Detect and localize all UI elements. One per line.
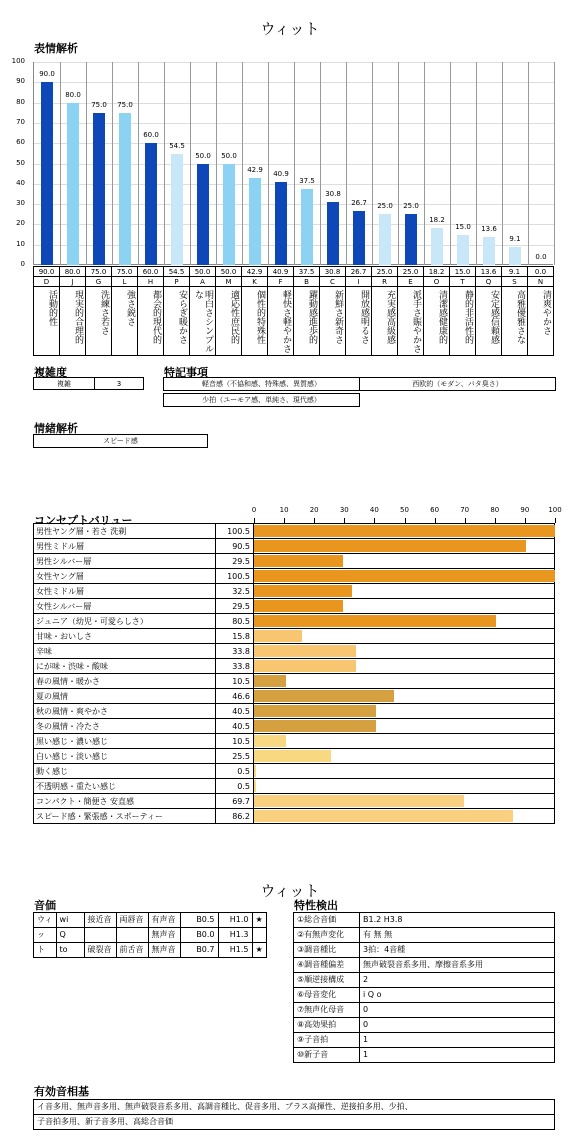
y-tick-label: 20 [16, 219, 25, 228]
label-cell: 清潔感健康的 [423, 286, 450, 356]
value-cell: 26.7 [345, 266, 372, 277]
concept-label: 秋の風情・爽やかさ [33, 703, 216, 719]
value-cell: 25.0 [397, 266, 424, 277]
label-cell: 安らぎ暖かさ [163, 286, 190, 356]
concept-value: 40.5 [215, 703, 254, 719]
phoneme-heading: 音価 [34, 899, 56, 912]
phoneme-cell: 破裂音 [84, 943, 116, 958]
special-note-2: 西欧的（モダン、バタ臭さ） [359, 377, 556, 391]
concept-value: 10.5 [215, 733, 254, 749]
concept-value: 80.5 [215, 613, 254, 629]
code-cell: O [423, 276, 450, 287]
concept-label: 白い感じ・淡い感じ [33, 748, 216, 764]
phoneme-cell [252, 928, 266, 943]
concept-tick-label: 50 [400, 506, 409, 514]
code-cell: G [85, 276, 112, 287]
code-cell: I [345, 276, 372, 287]
label-cell: 充実感高級感 [371, 286, 398, 356]
concept-bar [254, 525, 555, 537]
concept-tick [555, 518, 556, 523]
column-separator [320, 62, 321, 265]
code-cell: D [33, 276, 60, 287]
concept-value: 100.5 [215, 523, 254, 539]
concept-tick-label: 60 [430, 506, 440, 514]
bar [509, 247, 521, 265]
feature-value: 0 [360, 1018, 555, 1033]
label-cell: 清爽やかさ [527, 286, 554, 356]
complexity-value: 3 [94, 377, 144, 390]
page-title-2: ウィット [260, 882, 320, 900]
bar-value-label: 13.6 [481, 225, 497, 234]
code-cell: H [137, 276, 164, 287]
concept-chart [33, 506, 562, 826]
concept-label: 動く感じ [33, 763, 216, 779]
feature-name: ⑦無声化母音 [294, 1003, 360, 1018]
column-separator [216, 62, 217, 265]
bar [119, 113, 131, 265]
column-separator [138, 62, 139, 265]
y-tick-label: 40 [16, 178, 25, 187]
concept-value: 69.7 [215, 793, 254, 809]
code-cell: C [319, 276, 346, 287]
feature-name: ⑧高効果拍 [294, 1018, 360, 1033]
concept-label: 女性ミドル層 [33, 583, 216, 599]
feature-value: 3拍：4音種 [360, 943, 555, 958]
concept-label: 甘味・おいしさ [33, 628, 216, 644]
bar-value-label: 15.0 [455, 222, 471, 231]
value-cell: 75.0 [85, 266, 112, 277]
concept-bar [254, 690, 394, 702]
bar [67, 103, 79, 265]
phoneme-cell: ウィ [34, 913, 57, 928]
concept-heading: コンセプトバリュー [34, 514, 133, 527]
code-cell: P [163, 276, 190, 287]
label-cell: 開放感明るさ [345, 286, 372, 356]
phoneme-cell: 接近音 [84, 913, 116, 928]
feature-row [294, 1018, 555, 1033]
feature-name: ③調音種比 [294, 943, 360, 958]
concept-bar [254, 705, 376, 717]
phoneme-row [34, 943, 267, 958]
bar-value-label: 54.5 [169, 142, 185, 151]
feature-row [294, 913, 555, 928]
y-tick-label: 60 [16, 138, 25, 147]
phoneme-cell: 無声音 [148, 928, 180, 943]
column-separator [164, 62, 165, 265]
phoneme-cell: B0.0 [180, 928, 218, 943]
concept-label: 女性ヤング層 [33, 568, 216, 584]
bar [301, 189, 313, 265]
column-separator [424, 62, 425, 265]
code-cell: M [215, 276, 242, 287]
concept-bar-cell [253, 733, 555, 749]
feature-value: B1.2 H3.8 [360, 913, 555, 928]
feature-value: 1 [360, 1033, 555, 1048]
valid-heading: 有効音相基 [34, 1085, 89, 1098]
value-cell: 0.0 [527, 266, 554, 277]
feature-row [294, 958, 555, 973]
concept-label: ジュニア（幼児・可愛らしさ） [33, 613, 216, 629]
phoneme-cell: B0.7 [180, 943, 218, 958]
concept-bar [254, 540, 526, 552]
concept-label: スピード感・緊張感・スポーティー [33, 808, 216, 824]
bar [275, 182, 287, 265]
bar-value-label: 50.0 [221, 151, 237, 160]
bar [197, 164, 209, 266]
feature-row [294, 928, 555, 943]
concept-value: 33.8 [215, 643, 254, 659]
concept-tick-label: 20 [309, 506, 319, 514]
label-cell: 現実的合理的 [59, 286, 86, 356]
concept-bar [254, 765, 256, 777]
feature-value: i Q o [360, 988, 555, 1003]
concept-bar-cell [253, 673, 555, 689]
bar-value-label: 37.5 [299, 176, 315, 185]
label-cell: 強さ鋭さ [111, 286, 138, 356]
concept-tick-label: 40 [369, 506, 379, 514]
concept-value: 86.2 [215, 808, 254, 824]
bar-value-label: 40.9 [273, 169, 289, 178]
feature-row [294, 988, 555, 1003]
code-cell: K [241, 276, 268, 287]
emotion-heading: 情緒解析 [34, 422, 78, 435]
concept-bar [254, 660, 356, 672]
phoneme-cell: wi [56, 913, 84, 928]
concept-bar [254, 630, 302, 642]
concept-bar [254, 585, 352, 597]
value-cell: 50.0 [189, 266, 216, 277]
feature-name: ⑥母音変化 [294, 988, 360, 1003]
concept-bar [254, 645, 356, 657]
feature-name: ⑩新子音 [294, 1048, 360, 1063]
concept-bar [254, 615, 496, 627]
phoneme-row [34, 928, 267, 943]
bar-value-label: 9.1 [509, 234, 521, 243]
code-cell: Q [475, 276, 502, 287]
concept-bar-cell [253, 778, 555, 794]
bar-value-label: 90.0 [39, 70, 55, 79]
value-cell: 40.9 [267, 266, 294, 277]
column-separator [398, 62, 399, 265]
value-cell: 15.0 [449, 266, 476, 277]
y-tick-label: 90 [16, 77, 25, 86]
expression-chart [33, 62, 553, 265]
y-tick-label: 0 [20, 260, 25, 268]
column-separator [268, 62, 269, 265]
bar-value-label: 25.0 [403, 202, 419, 211]
code-cell: N [527, 276, 554, 287]
column-separator [554, 62, 555, 265]
feature-row [294, 1048, 555, 1063]
bar-value-label: 25.0 [377, 202, 393, 211]
phoneme-cell: H1.5 [218, 943, 252, 958]
y-tick-label: 100 [11, 57, 25, 65]
concept-bar [254, 555, 343, 567]
expression-y-axis [5, 58, 29, 268]
special-heading: 特記事項 [164, 366, 208, 379]
concept-value: 100.5 [215, 568, 254, 584]
bar [353, 211, 365, 265]
value-cell: 90.0 [33, 266, 60, 277]
feature-value: 0 [360, 1003, 555, 1018]
feature-row [294, 973, 555, 988]
phoneme-cell: H1.3 [218, 928, 252, 943]
complexity-heading: 複雑度 [34, 366, 67, 379]
bar [457, 235, 469, 265]
bar [431, 228, 443, 265]
code-cell: B [293, 276, 320, 287]
feature-value: 1 [360, 1048, 555, 1063]
label-cell: 高雅優雅さな [501, 286, 528, 356]
code-cell: J [59, 276, 86, 287]
value-cell: 9.1 [501, 266, 528, 277]
column-separator [528, 62, 529, 265]
valid-box [33, 1099, 555, 1130]
concept-bar [254, 720, 376, 732]
value-cell: 30.8 [319, 266, 346, 277]
value-cell: 80.0 [59, 266, 86, 277]
bar [145, 143, 157, 265]
phoneme-cell: B0.5 [180, 913, 218, 928]
phoneme-cell: 無声音 [148, 943, 180, 958]
column-separator [190, 62, 191, 265]
concept-bar [254, 795, 464, 807]
label-cell: 適応性庶民的 [215, 286, 242, 356]
valid-line-2: 子音拍多用、新子音多用、高総合音価 [37, 1117, 173, 1126]
bar [327, 202, 339, 265]
complexity-label: 複雑 [33, 377, 95, 390]
code-cell: R [371, 276, 398, 287]
concept-bar-cell [253, 763, 555, 779]
value-cell: 25.0 [371, 266, 398, 277]
value-cell: 37.5 [293, 266, 320, 277]
phoneme-cell: ★ [252, 913, 266, 928]
column-separator [372, 62, 373, 265]
phoneme-cell: ト [34, 943, 57, 958]
feature-value: 有 無 無 [360, 928, 555, 943]
value-cell: 60.0 [137, 266, 164, 277]
column-separator [450, 62, 451, 265]
emotion-value: スピード感 [33, 434, 208, 448]
value-cell: 75.0 [111, 266, 138, 277]
bar-value-label: 75.0 [117, 100, 133, 109]
concept-value: 29.5 [215, 598, 254, 614]
bar [483, 237, 495, 265]
features-table [293, 912, 555, 1063]
bar [379, 214, 391, 265]
bar-value-label: 60.0 [143, 131, 159, 140]
concept-bar [254, 675, 286, 687]
y-tick-label: 10 [16, 239, 25, 248]
label-cell: 洗練さ若さ [85, 286, 112, 356]
concept-label: 男性ヤング層・若さ 洗剃 [33, 523, 216, 539]
bar-value-label: 50.0 [195, 151, 211, 160]
bar [171, 154, 183, 265]
label-cell: 派手さ賑やかさ [397, 286, 424, 356]
concept-value: 25.5 [215, 748, 254, 764]
code-cell: A [189, 276, 216, 287]
value-cell: 42.9 [241, 266, 268, 277]
phoneme-cell: to [56, 943, 84, 958]
label-cell: 静的非活性的 [449, 286, 476, 356]
special-note-3: 少拍（ユーモア感、単純さ、現代感） [163, 393, 360, 407]
code-cell: E [397, 276, 424, 287]
bar-value-label: 42.9 [247, 165, 263, 174]
phoneme-table [33, 912, 267, 958]
feature-value: 2 [360, 973, 555, 988]
bar [223, 164, 235, 266]
concept-value: 0.5 [215, 763, 254, 779]
code-cell: F [267, 276, 294, 287]
label-cell: 活動的性 [33, 286, 60, 356]
column-separator [346, 62, 347, 265]
special-note-1: 軽音感（不協和感、特殊感、異質感） [163, 377, 360, 391]
concept-value: 10.5 [215, 673, 254, 689]
feature-row [294, 1003, 555, 1018]
concept-label: 男性シルバー層 [33, 553, 216, 569]
phoneme-cell: ★ [252, 943, 266, 958]
feature-name: ⑨子音拍 [294, 1033, 360, 1048]
code-cell: L [111, 276, 138, 287]
concept-value: 33.8 [215, 658, 254, 674]
concept-value: 90.5 [215, 538, 254, 554]
concept-bar [254, 735, 286, 747]
concept-label: 女性シルバー層 [33, 598, 216, 614]
features-heading: 特性検出 [294, 899, 338, 912]
bar [93, 113, 105, 265]
label-cell: 躍動感進歩的 [293, 286, 320, 356]
phoneme-cell: 前舌音 [116, 943, 148, 958]
concept-label: 不透明感・重たい感じ [33, 778, 216, 794]
label-cell: 軽快さ軽やかさ [267, 286, 294, 356]
value-cell: 50.0 [215, 266, 242, 277]
phoneme-cell [116, 928, 148, 943]
bar [405, 214, 417, 265]
label-cell: 新鮮さ新奇さ [319, 286, 346, 356]
concept-label: 男性ミドル層 [33, 538, 216, 554]
value-cell: 54.5 [163, 266, 190, 277]
bar-value-label: 30.8 [325, 190, 341, 199]
label-cell: 個性的特殊性 [241, 286, 268, 356]
y-tick-label: 70 [16, 117, 25, 126]
column-separator [294, 62, 295, 265]
y-tick-label: 30 [16, 199, 25, 208]
phoneme-cell: 両唇音 [116, 913, 148, 928]
y-tick-label: 50 [16, 158, 25, 167]
concept-bar [254, 750, 331, 762]
bar-value-label: 0.0 [535, 253, 547, 261]
concept-tick-label: 70 [460, 506, 470, 514]
expression-heading: 表情解析 [34, 42, 78, 55]
concept-value: 0.5 [215, 778, 254, 794]
column-separator [476, 62, 477, 265]
feature-name: ⑤順逆接構成 [294, 973, 360, 988]
bar-value-label: 75.0 [91, 100, 107, 109]
concept-label: 冬の風情・冷たさ [33, 718, 216, 734]
bar-value-label: 26.7 [351, 198, 367, 207]
feature-name: ④調音種偏差 [294, 958, 360, 973]
bar [249, 178, 261, 265]
concept-label: コンパクト・簡便さ 安直感 [33, 793, 216, 809]
concept-label: にが味・渋味・酸味 [33, 658, 216, 674]
concept-label: 辛味 [33, 643, 216, 659]
concept-value: 15.8 [215, 628, 254, 644]
concept-tick-label: 90 [520, 506, 530, 514]
phoneme-cell: 有声音 [148, 913, 180, 928]
value-cell: 13.6 [475, 266, 502, 277]
concept-bar [254, 600, 343, 612]
concept-bar [254, 570, 555, 582]
concept-value: 32.5 [215, 583, 254, 599]
column-separator [242, 62, 243, 265]
code-cell: T [449, 276, 476, 287]
feature-name: ②有無声変化 [294, 928, 360, 943]
phoneme-row [34, 913, 267, 928]
concept-tick-label: 80 [490, 506, 500, 514]
bar-value-label: 18.2 [429, 216, 445, 225]
feature-name: ①総合音価 [294, 913, 360, 928]
concept-bar [254, 810, 513, 822]
label-cell: 明白さシンプルな [189, 286, 216, 356]
feature-row [294, 1033, 555, 1048]
label-cell: 安定感信頼感 [475, 286, 502, 356]
concept-bar [254, 780, 256, 792]
code-cell: S [501, 276, 528, 287]
concept-value: 29.5 [215, 553, 254, 569]
column-separator [112, 62, 113, 265]
bar-value-label: 80.0 [65, 90, 81, 99]
phoneme-cell: Q [56, 928, 84, 943]
phoneme-cell [84, 928, 116, 943]
feature-row [294, 943, 555, 958]
column-separator [86, 62, 87, 265]
concept-tick-label: 30 [339, 506, 349, 514]
label-cell: 都会的現代的 [137, 286, 164, 356]
bar [41, 82, 53, 265]
expression-table [33, 266, 553, 356]
value-cell: 18.2 [423, 266, 450, 277]
y-tick-label: 80 [16, 97, 25, 106]
concept-tick-label: 100 [548, 506, 562, 514]
concept-tick-label: 0 [251, 506, 257, 514]
concept-tick-label: 10 [279, 506, 289, 514]
phoneme-cell: ッ [34, 928, 57, 943]
concept-label: 黒い感じ・濃い感じ [33, 733, 216, 749]
phoneme-cell: H1.0 [218, 913, 252, 928]
concept-value: 46.6 [215, 688, 254, 704]
concept-label: 夏の風情 [33, 688, 216, 704]
valid-line-1: イ音多用、無声音多用、無声破裂音系多用、高調音種比、促音多用、プラス高揮性、逆接拍多用、少拍、 [34, 1100, 554, 1115]
concept-label: 春の風情・暖かさ [33, 673, 216, 689]
feature-value: 無声破裂音系多用、摩擦音系多用 [360, 958, 555, 973]
page-title: ウィット [260, 20, 320, 38]
concept-value: 40.5 [215, 718, 254, 734]
